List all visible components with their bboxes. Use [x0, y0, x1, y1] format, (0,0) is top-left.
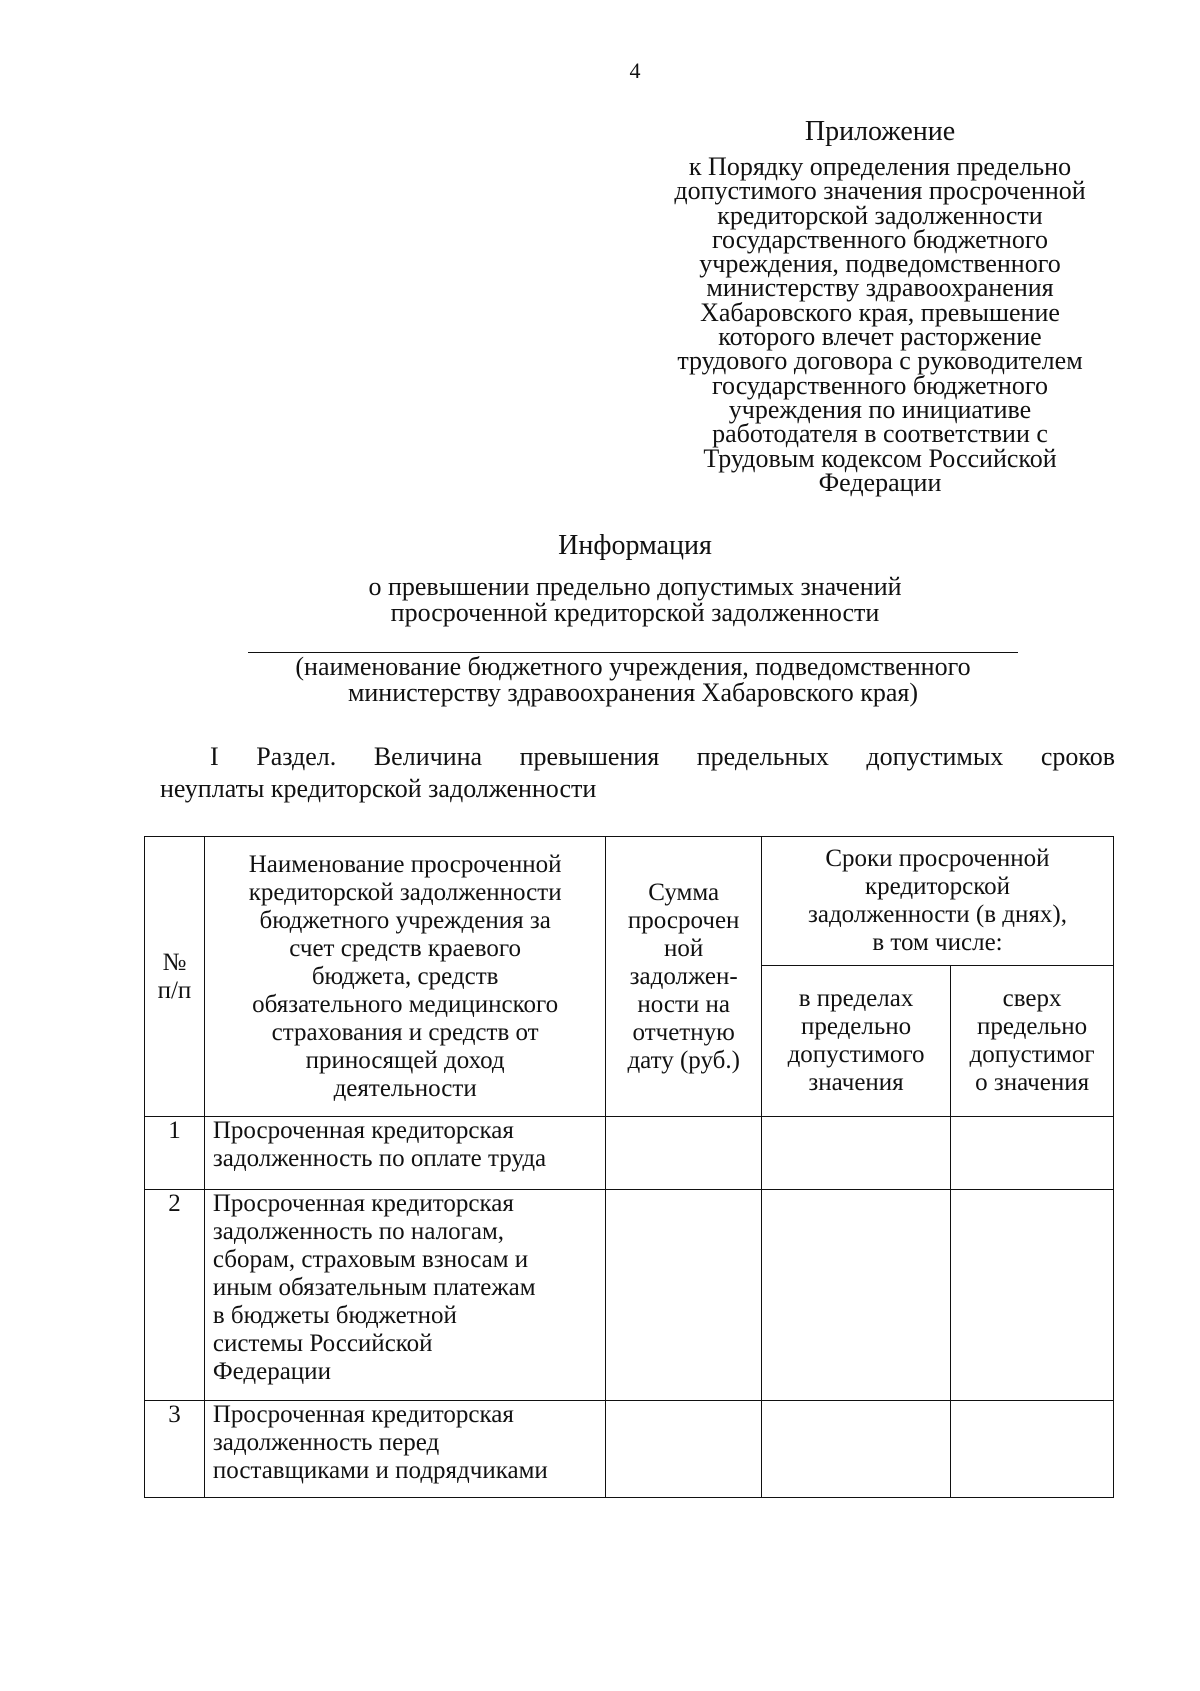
appendix-line: допустимого значения просроченной: [674, 176, 1086, 206]
info-title: Информация: [558, 530, 712, 561]
appendix-line: к Порядку определения предельно: [688, 152, 1072, 181]
appendix-line: министерству здравоохранения: [706, 273, 1054, 303]
section-word: I: [210, 742, 219, 771]
row-number: 3: [145, 1401, 205, 1498]
caption-line: (наименование бюджетного учреждения, подведомственного: [295, 652, 971, 681]
row-over-cell: [951, 1117, 1114, 1190]
row-debt-name: Просроченная кредиторская задолженность по налогам, сборам, страховым взносам и иным обязательным платежам в бюджеты бюджетной системы Российской Федерации: [204, 1190, 606, 1401]
appendix-line: государственного бюджетного: [712, 224, 1048, 254]
row-number: 2: [145, 1190, 205, 1401]
header-over-limit: сверх предельно допустимог о значения: [951, 966, 1114, 1117]
section-word: сроков: [1040, 742, 1115, 771]
table-header-row: [145, 837, 1114, 966]
appendix-line: кредиторской задолженности: [717, 200, 1043, 230]
section-word: допустимых: [866, 742, 1004, 771]
row-sum-cell: [606, 1401, 762, 1498]
row-within-cell: [761, 1401, 950, 1498]
appendix-line: учреждения по инициативе: [728, 394, 1032, 424]
section-word: Раздел.: [256, 742, 337, 771]
section-heading: [160, 741, 1115, 805]
header-overdue-sum: Сумма просрочен ной задолжен- ности на отчетную дату (руб.): [606, 837, 762, 1117]
appendix-line: учреждения, подведомственного: [699, 249, 1061, 279]
appendix-line: государственного бюджетного: [712, 370, 1048, 400]
table-row: [145, 1117, 1114, 1190]
row-over-cell: [951, 1190, 1114, 1401]
section-heading-line-1: [160, 741, 1115, 773]
appendix-line: Федерации: [818, 467, 942, 497]
row-over-cell: [951, 1401, 1114, 1498]
table-row: [145, 1190, 1114, 1401]
section-word: Величина: [373, 742, 483, 771]
info-subtitle-line: о превышении предельно допустимых значений: [368, 572, 902, 601]
row-debt-name: Просроченная кредиторская задолженность по оплате труда: [204, 1117, 606, 1190]
header-number: № п/п: [145, 837, 205, 1117]
caption-line: министерству здравоохранения Хабаровского края): [347, 678, 919, 707]
row-sum-cell: [606, 1117, 762, 1190]
section-word: превышения: [519, 742, 660, 771]
institution-name-caption: [248, 654, 1018, 706]
table-row: [145, 1401, 1114, 1498]
appendix-text: [640, 152, 1120, 497]
appendix-line: работодателя в соответствии с: [712, 419, 1048, 449]
row-within-cell: [761, 1190, 950, 1401]
appendix-line: Трудовым кодексом Российской: [703, 443, 1057, 473]
info-subtitle: [0, 574, 1200, 626]
appendix-title: Приложение: [804, 116, 956, 147]
appendix-line: трудового договора с руководителем: [677, 346, 1083, 376]
row-debt-name: Просроченная кредиторская задолженность перед поставщиками и подрядчиками: [204, 1401, 606, 1498]
page-number: 4: [629, 58, 641, 83]
header-overdue-terms: Сроки просроченной кредиторской задолженности (в днях), в том числе:: [761, 837, 1113, 966]
row-number: 1: [145, 1117, 205, 1190]
info-subtitle-line: просроченной кредиторской задолженности: [390, 598, 880, 627]
section-word: предельных: [696, 742, 829, 771]
appendix-line: которого влечет расторжение: [718, 322, 1042, 352]
row-within-cell: [761, 1117, 950, 1190]
section-heading-line-2: неуплаты кредиторской задолженности: [160, 774, 597, 803]
header-within-limit: в пределах предельно допустимого значения: [761, 966, 950, 1117]
appendix-line: Хабаровского края, превышение: [700, 297, 1060, 327]
header-debt-name: Наименование просроченной кредиторской задолженности бюджетного учреждения за счет средств краевого бюджета, средств обязательного медицинского страхования и средств от приносящей доход деятельности: [204, 837, 606, 1117]
overdue-debt-table: [144, 836, 1114, 1498]
row-sum-cell: [606, 1190, 762, 1401]
